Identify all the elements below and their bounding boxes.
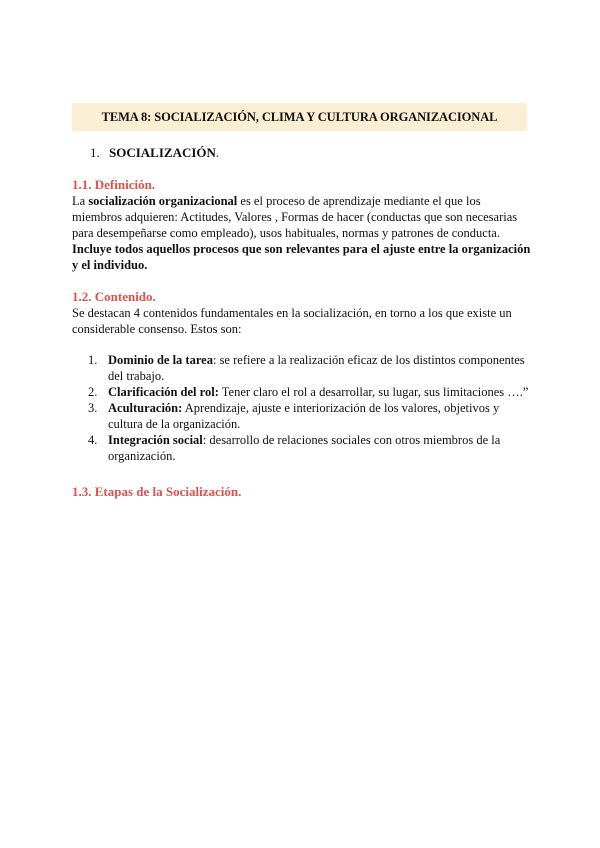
section-suffix: . [215,145,220,160]
list-item-number: 2. [88,385,98,399]
heading-definicion: 1.1. Definición. [72,177,156,192]
heading-contenido: 1.2. Contenido. [72,289,156,304]
section-number: 1. [90,145,100,160]
content-list [72,352,532,464]
list-item [72,384,532,400]
list-item [72,432,532,464]
list-item-number: 3. [88,401,98,415]
list-item-term: Aculturación: [108,401,183,415]
definition-term: socialización organizacional [88,194,238,208]
heading-etapas: 1.3. Etapas de la Socialización. [72,484,242,499]
list-item-text: : se refiere a la realización eficaz de los distintos componentes del trabajo. [108,353,525,383]
definition-paragraph [72,193,532,273]
list-item-number: 1. [88,353,98,367]
list-item [72,400,532,432]
list-item-term: Dominio de la tarea [108,353,213,367]
document-title: TEMA 8: SOCIALIZACIÓN, CLIMA Y CULTURA ORGANIZACIONAL [101,109,498,124]
list-item-text: Aprendizaje, ajuste e interiorización de los valores, objetivos y cultura de la organización. [108,401,500,431]
definition-emphasis: Incluye todos aquellos procesos que son relevantes para el ajuste entre la organización y el individuo. [72,242,531,272]
list-item [72,352,532,384]
list-item-text: Tener claro el rol a desarrollar, su lugar, sus limitaciones ….” [218,385,529,399]
list-item-number: 4. [88,433,98,447]
definition-body: es el proceso de aprendizaje mediante el que los miembros adquieren: Actitudes, Valores , Formas de hacer (conductas que son necesarias para desempeñarse como empleado), usos habituales, normas y patrones de conducta. [72,194,518,240]
list-item-term: Clarificación del rol: [108,385,219,399]
content-intro: Se destacan 4 contenidos fundamentales en la socialización, en torno a los que existe un considerable consenso. Estos son: [72,306,512,336]
title-band [72,103,527,131]
section-label: SOCIALIZACIÓN [109,145,216,160]
list-item-term: Integración social [108,433,203,447]
definition-pre: La [72,194,89,208]
list-item-text: : desarrollo de relaciones sociales con otros miembros de la organización. [108,433,501,463]
section-heading-socializacion [90,145,219,161]
